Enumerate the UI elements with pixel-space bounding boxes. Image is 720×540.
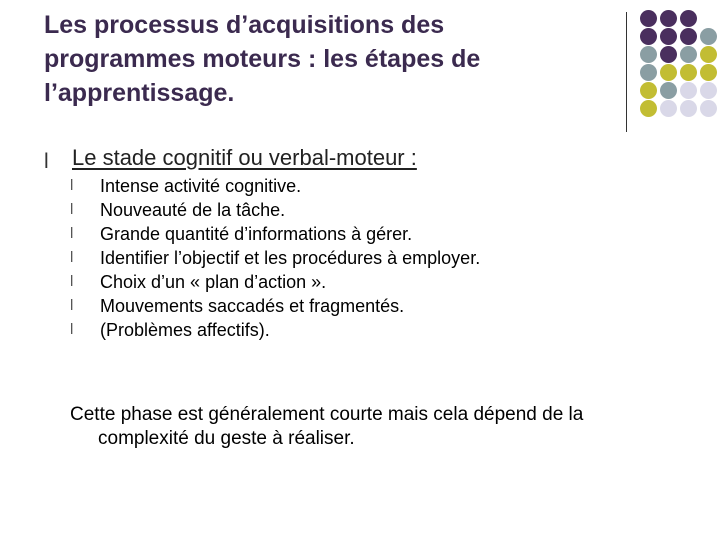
main-bullet: l xyxy=(44,150,49,173)
dot xyxy=(680,64,697,81)
list-item-text: Identifier l’objectif et les procédures à employer. xyxy=(100,248,481,268)
dot xyxy=(700,28,717,45)
dot xyxy=(640,100,657,117)
list-item-text: Nouveauté de la tâche. xyxy=(100,200,286,220)
slide-title xyxy=(44,8,604,110)
title-line: l’apprentissage. xyxy=(44,79,235,107)
conclusion-paragraph xyxy=(70,403,690,451)
dot xyxy=(700,46,717,63)
decorative-dot-grid xyxy=(636,8,720,128)
sub-bullet: l xyxy=(70,249,74,266)
dot xyxy=(680,10,697,27)
title-line: programmes moteurs : les étapes de xyxy=(44,45,481,73)
dot xyxy=(640,28,657,45)
sub-bullet: l xyxy=(70,201,74,218)
sub-bullet: l xyxy=(70,225,74,242)
dot xyxy=(680,28,697,45)
list-item-text: Intense activité cognitive. xyxy=(100,176,302,196)
list-item-text: Choix d’un « plan d’action ». xyxy=(100,272,327,292)
dot xyxy=(700,100,717,117)
dot xyxy=(680,46,697,63)
sub-bullet: l xyxy=(70,297,74,314)
title-line: Les processus d’acquisitions des xyxy=(44,11,445,39)
dot xyxy=(700,82,717,99)
dot xyxy=(640,64,657,81)
main-item-heading: Le stade cognitif ou verbal-moteur : xyxy=(72,145,417,170)
dot xyxy=(640,10,657,27)
dot xyxy=(640,46,657,63)
conclusion-line: Cette phase est généralement courte mais cela dépend de la xyxy=(70,404,584,425)
dot xyxy=(680,82,697,99)
dot xyxy=(660,100,677,117)
list-item-text: Grande quantité d’informations à gérer. xyxy=(100,224,413,244)
dot xyxy=(660,64,677,81)
divider-line xyxy=(626,12,627,132)
dot xyxy=(660,10,677,27)
dot xyxy=(640,82,657,99)
dot xyxy=(700,64,717,81)
dot xyxy=(660,82,677,99)
conclusion-line: complexité du geste à réaliser. xyxy=(98,428,355,449)
sub-bullet: l xyxy=(70,321,74,338)
dot xyxy=(680,100,697,117)
list-item-text: (Problèmes affectifs). xyxy=(100,320,270,340)
sub-bullet: l xyxy=(70,273,74,290)
sub-bullet: l xyxy=(70,177,74,194)
dot xyxy=(660,28,677,45)
list-item-text: Mouvements saccadés et fragmentés. xyxy=(100,296,405,316)
dot xyxy=(660,46,677,63)
